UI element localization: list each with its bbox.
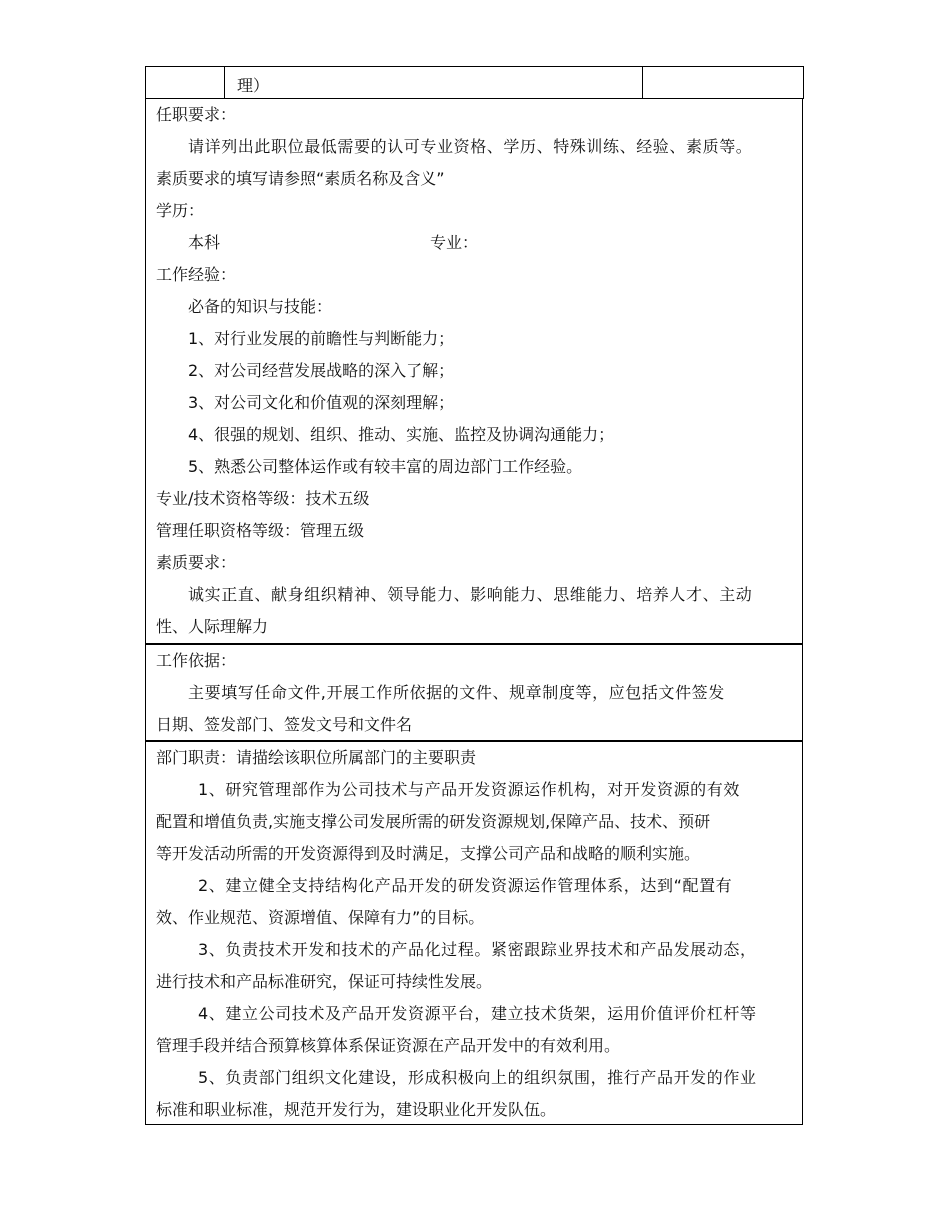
duty-line: 2、建立健全支持结构化产品开发的研发资源运作管理体系，达到“配置有 xyxy=(198,876,733,895)
requirements-section xyxy=(145,99,803,644)
duty-line: 等开发活动所需的开发资源得到及时满足，支撑公司产品和战略的顺利实施。 xyxy=(156,844,701,863)
requirements-title: 任职要求： xyxy=(156,105,237,124)
quality-label: 素质要求： xyxy=(156,553,237,572)
duty-line: 1、研究管理部作为公司技术与产品开发资源运作机构，对开发资源的有效 xyxy=(198,780,740,799)
duty-line: 5、负责部门组织文化建设，形成积极向上的组织氛围，推行产品开发的作业 xyxy=(198,1068,757,1087)
duty-line: 标准和职业标准，规范开发行为，建设职业化开发队伍。 xyxy=(156,1100,557,1119)
duty-line: 效、作业规范、资源增值、保障有力”的目标。 xyxy=(156,908,485,927)
education-value: 本科 xyxy=(188,233,221,252)
duty-line: 3、负责技术开发和技术的产品化过程。紧密跟踪业界技术和产品发展动态， xyxy=(198,940,757,959)
requirements-intro: 请详列出此职位最低需要的认可专业资格、学历、特殊训练、经验、素质等。 xyxy=(188,137,753,156)
duty-line: 管理手段并结合预算核算体系保证资源在产品开发中的有效利用。 xyxy=(156,1036,621,1055)
skill-item: 1、对行业发展的前瞻性与判断能力； xyxy=(188,329,455,348)
quality-text: 诚实正直、献身组织精神、领导能力、影响能力、思维能力、培养人才、主动 xyxy=(188,585,753,604)
quality-text-2: 性、人际理解力 xyxy=(156,617,269,636)
requirements-intro-2: 素质要求的填写请参照“素质名称及含义” xyxy=(156,169,445,188)
table-cell xyxy=(146,67,225,98)
skill-item: 2、对公司经营发展战略的深入了解； xyxy=(188,361,455,380)
table-top-row xyxy=(145,66,804,99)
duty-line: 4、建立公司技术及产品开发资源平台，建立技术货架，运用价值评价杠杆等 xyxy=(198,1004,757,1023)
duties-section xyxy=(145,741,803,1125)
skill-item: 3、对公司文化和价值观的深刻理解； xyxy=(188,393,455,412)
skill-item: 5、熟悉公司整体运作或有较丰富的周边部门工作经验。 xyxy=(188,457,583,476)
duty-line: 配置和增值负责,实施支撑公司发展所需的研发资源规划,保障产品、技术、预研 xyxy=(156,812,711,831)
major-label: 专业： xyxy=(430,233,479,252)
basis-title: 工作依据： xyxy=(156,651,237,670)
basis-text-2: 日期、签发部门、签发文号和文件名 xyxy=(156,715,413,734)
skill-item: 4、很强的规划、组织、推动、实施、监控及协调沟通能力； xyxy=(188,425,615,444)
skills-title: 必备的知识与技能： xyxy=(188,297,333,316)
duty-line: 进行技术和产品标准研究，保证可持续性发展。 xyxy=(156,972,493,991)
basis-text: 主要填写任命文件,开展工作所依据的文件、规章制度等，应包括文件签发 xyxy=(188,683,725,702)
table-cell: 理） xyxy=(225,67,643,98)
mgmt-level: 管理任职资格等级：管理五级 xyxy=(156,521,365,540)
tech-level: 专业/技术资格等级：技术五级 xyxy=(156,489,370,508)
duties-title: 部门职责：请描绘该职位所属部门的主要职责 xyxy=(156,748,477,767)
basis-section xyxy=(145,644,803,741)
experience-label: 工作经验： xyxy=(156,265,237,284)
table-cell xyxy=(643,67,803,98)
education-row xyxy=(156,227,794,259)
education-label: 学历： xyxy=(156,201,205,220)
